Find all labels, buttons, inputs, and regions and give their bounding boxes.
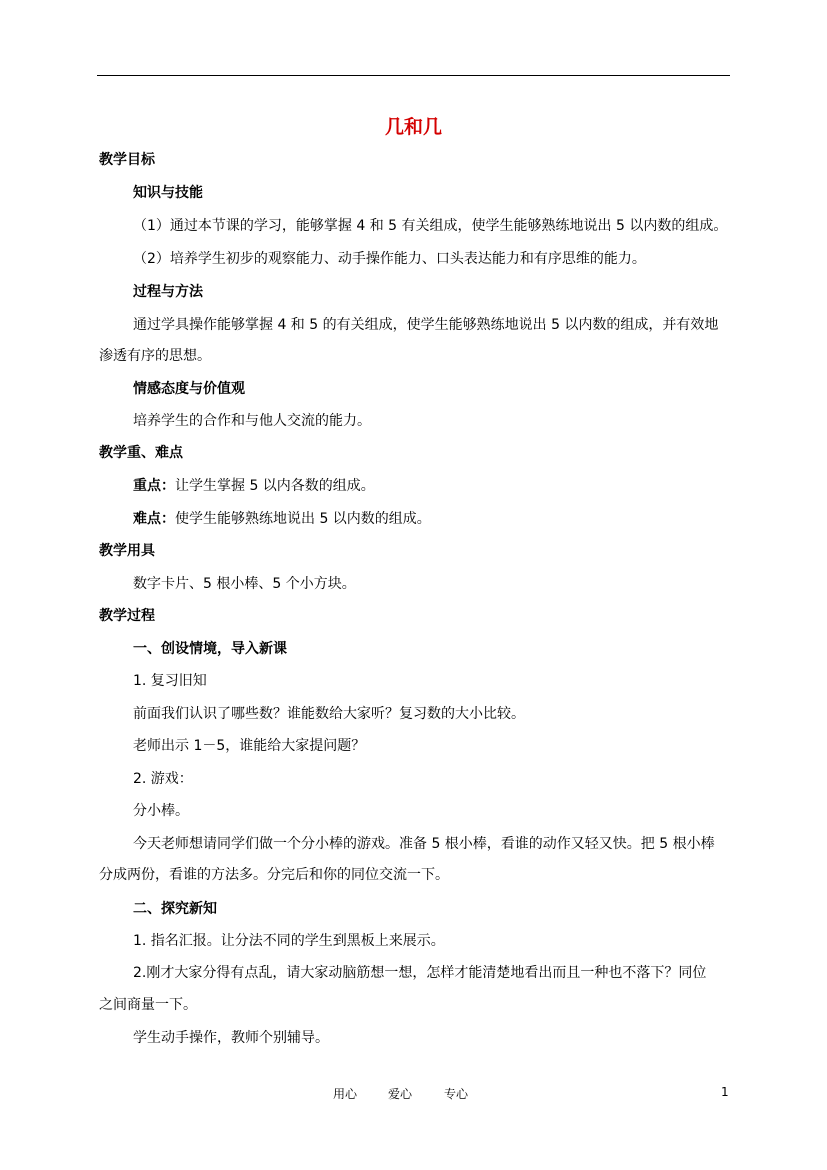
section-heading-process: 教学过程 xyxy=(99,608,155,624)
section-heading-materials: 教学用具 xyxy=(99,543,155,559)
paragraph: 学生动手操作，教师个别辅导。 xyxy=(133,1030,329,1046)
subheading-process: 过程与方法 xyxy=(133,284,203,300)
paragraph: 前面我们认识了哪些数？谁能数给大家听？复习数的大小比较。 xyxy=(133,706,525,722)
paragraph: 今天老师想请同学们做一个分小棒的游戏。准备 5 根小棒，看谁的动作又轻又快。把 5 根小棒 xyxy=(133,836,715,852)
difficult-point-text: 使学生能够熟练地说出 5 以内数的组成。 xyxy=(175,511,431,527)
page-number: 1 xyxy=(721,1085,729,1099)
footer-motto-1: 用心 xyxy=(333,1087,358,1101)
section-heading-keypoints: 教学重、难点 xyxy=(99,445,183,461)
paragraph: 分小棒。 xyxy=(133,803,189,819)
paragraph: （2）培养学生初步的观察能力、动手操作能力、口头表达能力和有序思维的能力。 xyxy=(133,251,646,267)
section-heading-objectives: 教学目标 xyxy=(99,152,155,168)
paragraph: （1）通过本节课的学习，能够掌握 4 和 5 有关组成，使学生能够熟练地说出 5 以内数的组成。 xyxy=(133,218,728,234)
key-point-label: 重点： xyxy=(133,478,175,494)
key-point xyxy=(133,476,375,496)
footer-motto-3: 专心 xyxy=(444,1087,469,1101)
paragraph-continuation: 分成两份，看谁的方法多。分完后和你的同位交流一下。 xyxy=(99,867,449,883)
paragraph: 培养学生的合作和与他人交流的能力。 xyxy=(133,413,371,429)
subheading-intro: 一、创设情境，导入新课 xyxy=(133,641,287,657)
subheading-attitude: 情感态度与价值观 xyxy=(133,381,245,397)
page-title: 几和几 xyxy=(384,116,442,138)
paragraph: 老师出示 1－5，谁能给大家提问题？ xyxy=(133,738,366,754)
list-item: 1. 复习旧知 xyxy=(133,673,207,689)
paragraph: 通过学具操作能够掌握 4 和 5 的有关组成，使学生能够熟练地说出 5 以内数的组成，并有效地 xyxy=(133,317,719,333)
list-item: 2. 游戏： xyxy=(133,771,193,787)
key-point-text: 让学生掌握 5 以内各数的组成。 xyxy=(175,478,375,494)
paragraph-continuation: 渗透有序的思想。 xyxy=(99,348,211,364)
difficult-point-label: 难点： xyxy=(133,511,175,527)
paragraph: 数字卡片、5 根小棒、5 个小方块。 xyxy=(133,576,356,592)
subheading-explore: 二、探究新知 xyxy=(133,901,217,917)
subheading-knowledge: 知识与技能 xyxy=(133,185,203,201)
difficult-point xyxy=(133,509,431,529)
paragraph-continuation: 之间商量一下。 xyxy=(99,997,197,1013)
list-item: 2.刚才大家分得有点乱，请大家动脑筋想一想，怎样才能清楚地看出而且一种也不落下？同位 xyxy=(133,965,707,981)
list-item: 1. 指名汇报。让分法不同的学生到黑板上来展示。 xyxy=(133,933,445,949)
footer-motto-2: 爱心 xyxy=(388,1087,413,1101)
header-rule xyxy=(97,75,730,76)
